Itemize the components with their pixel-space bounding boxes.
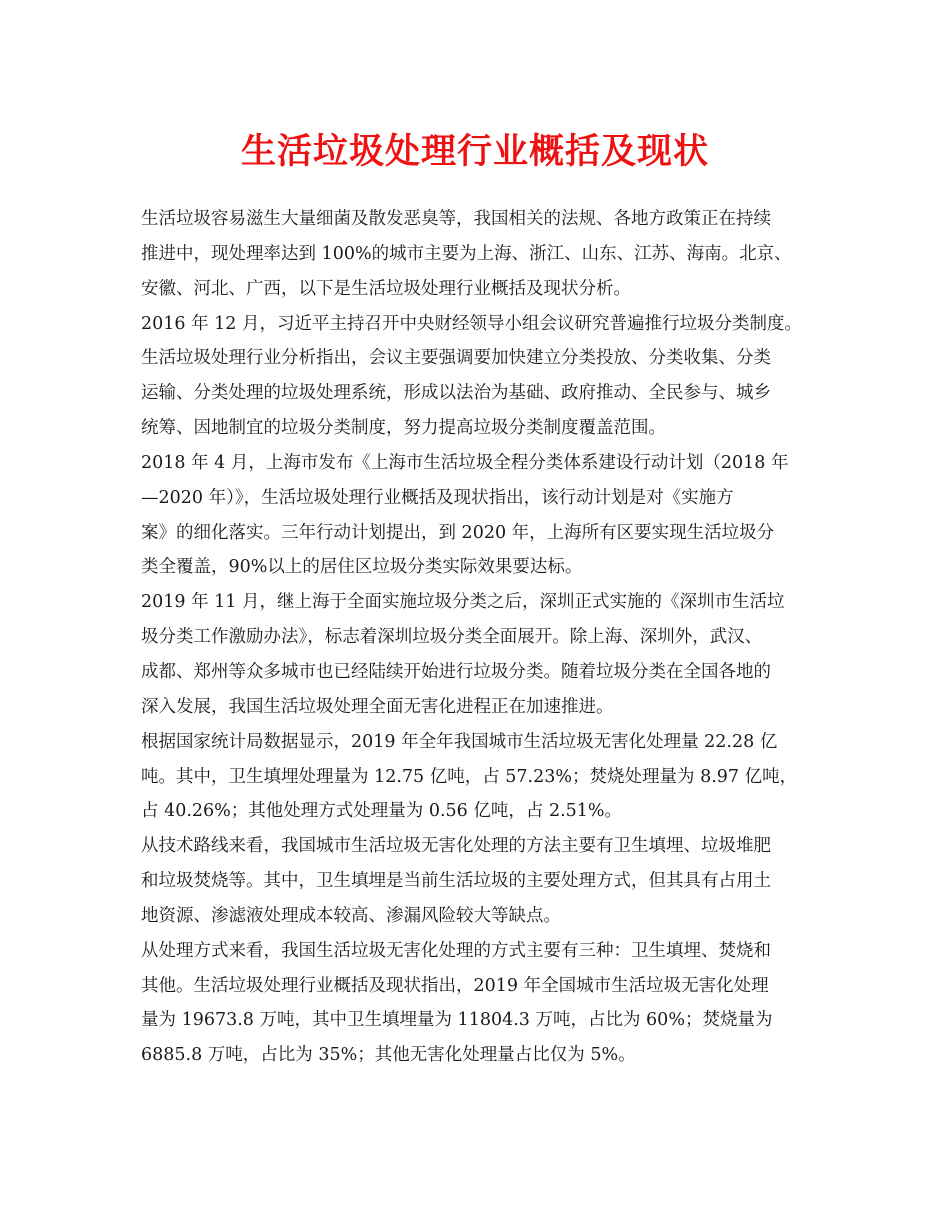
text-line: 从技术路线来看，我国城市生活垃圾无害化处理的方法主要有卫生填埋、垃圾堆肥 [141,836,771,857]
text-line: 根据国家统计局数据显示，2019 年全年我国城市生活垃圾无害化处理量 22.28 亿 [141,731,778,752]
text-line: 生活垃圾容易滋生大量细菌及散发恶臭等，我国相关的法规、各地方政策正在持续 [141,209,771,229]
text-line: 类全覆盖，90%以上的居住区垃圾分类实际效果要达标。 [141,557,583,578]
text-line: 深入发展，我国生活垃圾处理全面无害化进程正在加速推进。 [141,696,614,717]
text-line: 其他。生活垃圾处理行业概括及现状指出，2019 年全国城市生活垃圾无害化处理 [141,975,769,996]
text-line: 从处理方式来看，我国生活垃圾无害化处理的方式主要有三种：卫生填埋、焚烧和 [141,940,771,961]
document-title: 生活垃圾处理行业概括及现状 [240,132,709,172]
text-line: 案》的细化落实。三年行动计划提出，到 2020 年，上海所有区要实现生活垃圾分 [141,522,775,543]
text-line: 圾分类工作激励办法》，标志着深圳垃圾分类全面展开。除上海、深圳外，武汉、 [141,627,763,648]
text-line: 量为 19673.8 万吨，其中卫生填埋量为 11804.3 万吨，占比为 60%；焚烧量为 [141,1010,773,1031]
paragraph-technology [141,829,831,934]
text-line: 生活垃圾处理行业分析指出，会议主要强调要加快建立分类投放、分类收集、分类 [141,348,771,369]
text-line: 和垃圾焚烧等。其中，卫生填埋是当前生活垃圾的主要处理方式，但其具有占用土 [141,871,771,892]
text-line: 推进中，现处理率达到 100%的城市主要为上海、浙江、山东、江苏、海南。北京、 [141,243,792,264]
text-line: 成都、郑州等众多城市也已经陆续开始进行垃圾分类。随着垃圾分类在全国各地的 [141,661,771,682]
text-line: 2018 年 4 月，上海市发布《上海市生活垃圾全程分类体系建设行动计划（2018 年 [141,452,789,473]
paragraph-statistics [141,725,831,830]
paragraph-intro [141,202,831,307]
paragraph-2019 [141,585,831,724]
text-line: 吨。其中，卫生填埋处理量为 12.75 亿吨，占 57.23%；焚烧处理量为 8.97 亿吨， [141,766,798,787]
text-line: 运输、分类处理的垃圾处理系统，形成以法治为基础、政府推动、全民参与、城乡 [141,383,771,404]
text-line: 统筹、因地制宜的垃圾分类制度，努力提高垃圾分类制度覆盖范围。 [141,418,666,439]
text-line: 安徽、河北、广西，以下是生活垃圾处理行业概括及现状分析。 [141,278,631,299]
text-line: 2019 年 11 月，继上海于全面实施垃圾分类之后，深圳正式实施的《深圳市生活垃 [141,592,785,613]
document-body [141,202,831,1073]
paragraph-2016 [141,307,831,446]
text-line: 占 40.26%；其他处理方式处理量为 0.56 亿吨，占 2.51%。 [141,801,623,822]
text-line: —2020 年）》，生活垃圾处理行业概括及现状指出，该行动计划是对《实施方 [141,487,734,508]
paragraph-2018 [141,446,831,585]
paragraph-methods [141,934,831,1073]
text-line: 2016 年 12 月，习近平主持召开中央财经领导小组会议研究普遍推行垃圾分类制度。 [141,313,802,334]
text-line: 地资源、渗滤液处理成本较高、渗漏风险较大等缺点。 [141,905,561,926]
text-line: 6885.8 万吨，占比为 35%；其他无害化处理量占比仅为 5%。 [141,1045,636,1066]
